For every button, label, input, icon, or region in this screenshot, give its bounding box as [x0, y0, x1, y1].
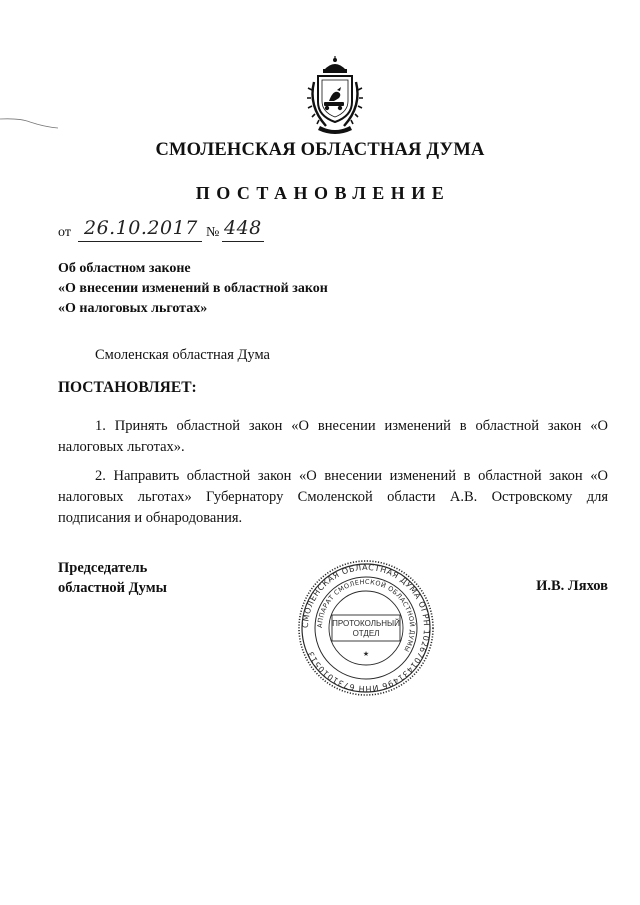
- position-line: областной Думы: [58, 580, 167, 596]
- date-underline: [78, 241, 202, 242]
- coat-of-arms-emblem: [300, 56, 370, 136]
- intro-text: Смоленская областная Дума: [95, 347, 270, 363]
- stamp-center-line1: ПРОТОКОЛЬНЫЙ: [332, 619, 400, 628]
- scan-artifact-line: [0, 116, 60, 130]
- subject-line: «О внесении изменений в областной закон: [58, 281, 328, 296]
- stamp-center-line2: ОТДЕЛ: [352, 629, 380, 638]
- subject-line: «О налоговых льготах»: [58, 301, 208, 316]
- position-line: Председатель: [58, 560, 148, 576]
- number-underline: [222, 241, 264, 242]
- stamp-inner-text: АППАРАТ СМОЛЕНСКОЙ ОБЛАСТНОЙ ДУМЫ: [315, 577, 417, 654]
- decree-item-2-text: 2. Направить областной закон «О внесении изменений в областной закон «О налоговых льготах» Губернатору Смоленской области А.В. Островскому для подписания и обнародования.: [58, 468, 608, 526]
- number-label: №: [206, 225, 220, 240]
- decree-heading: ПОСТАНОВЛЯЕТ:: [58, 379, 197, 396]
- stamp-star-icon: ★: [362, 650, 370, 658]
- handwritten-number: 448: [224, 217, 262, 239]
- subject-line: Об областном законе: [58, 261, 191, 276]
- stamp-outer-text: СМОЛЕНСКАЯ ОБЛАСТНАЯ ДУМА ОГРН 1026701431496 ИНН 6731010513: [300, 562, 432, 694]
- organization-title: СМОЛЕНСКАЯ ОБЛАСТНАЯ ДУМА: [155, 140, 485, 160]
- signatory-name: И.В. Ляхов: [536, 578, 608, 594]
- document-subject: [58, 259, 328, 319]
- handwritten-date: 26.10.2017: [84, 217, 198, 239]
- signatory-position: [58, 558, 167, 598]
- date-number-line: [58, 217, 278, 243]
- decree-item-1: [58, 416, 608, 458]
- date-prefix: от: [58, 225, 71, 240]
- decree-item-2: [58, 466, 608, 529]
- official-stamp-seal: [296, 558, 436, 698]
- document-type-title: ПОСТАНОВЛЕНИЕ: [195, 183, 451, 203]
- decree-item-1-text: 1. Принять областной закон «О внесении изменений в областной закон «О налоговых льготах».: [58, 418, 608, 455]
